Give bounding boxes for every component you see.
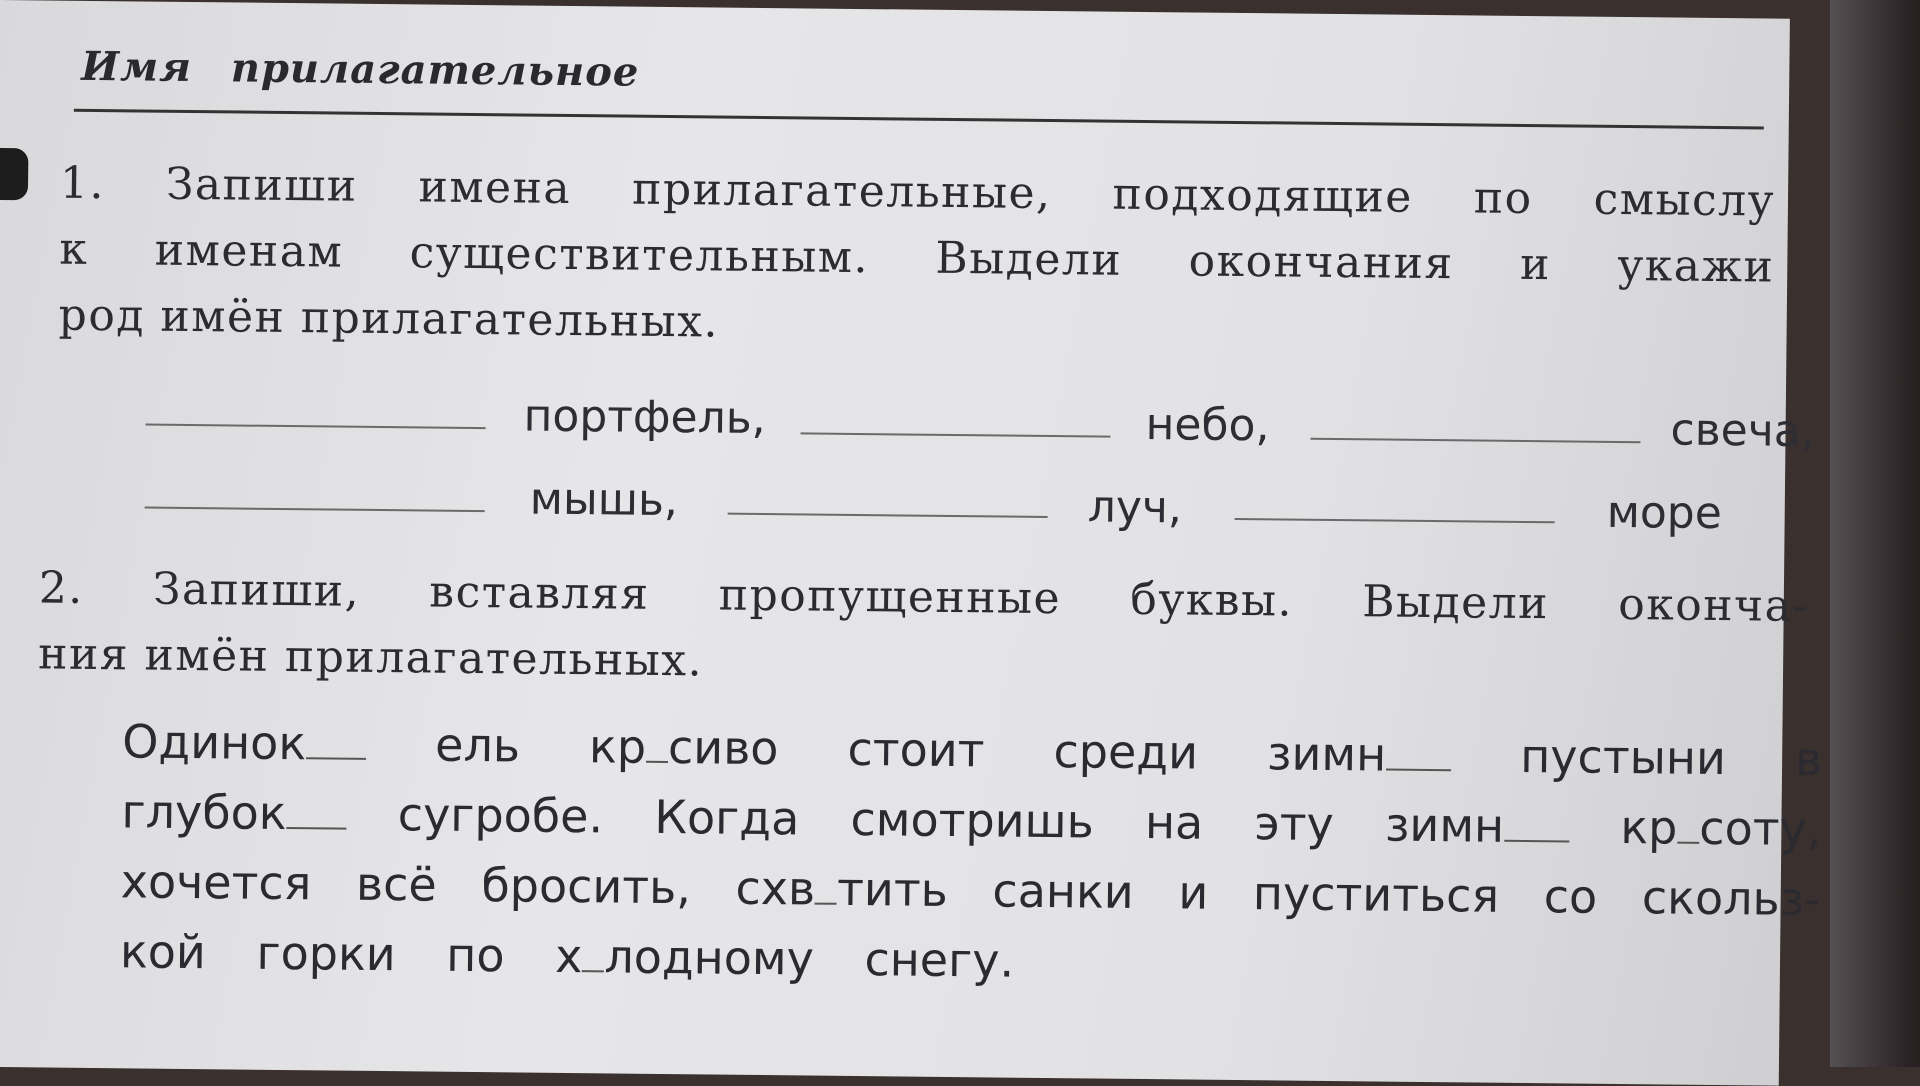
letter-gap[interactable] [1386, 759, 1451, 772]
task-1-line: к именам существительным. Выдели окончания и укажи [59, 223, 1775, 293]
answer-blank[interactable] [145, 507, 485, 513]
word: Когда [654, 789, 800, 846]
noun-word: небо, [1145, 399, 1270, 452]
word: тить [836, 861, 949, 917]
task-1-line: род имён прилагательных. [58, 289, 720, 348]
word: и [1178, 865, 1209, 920]
task-2-exercise-text [120, 706, 1823, 1004]
word: х [554, 928, 583, 984]
letter-gap[interactable] [582, 960, 604, 972]
word: кр [588, 719, 647, 774]
word: схв [735, 860, 816, 916]
word: всё [355, 856, 438, 912]
task-2-instruction [38, 555, 1809, 706]
word: сугробе. [397, 787, 604, 844]
answer-blank[interactable] [1310, 438, 1640, 443]
word: среди [1053, 724, 1199, 780]
letter-gap[interactable] [286, 817, 346, 830]
answer-blank[interactable] [1235, 518, 1555, 523]
word: кой [119, 924, 207, 980]
word: скольз- [1641, 870, 1821, 927]
noun-word: море [1606, 486, 1723, 540]
letter-gap[interactable] [1677, 832, 1699, 844]
word: санки [992, 863, 1134, 919]
letter-gap[interactable] [646, 751, 668, 763]
task-1-line: 1. Запиши имена прилагательные, подходящие по смыслу [59, 157, 1776, 227]
noun-word: мышь, [529, 473, 679, 527]
word: кр [1620, 800, 1678, 855]
word: глубок [121, 784, 287, 841]
word: лодному [604, 929, 815, 986]
letter-gap[interactable] [1504, 830, 1569, 843]
task-2-line: ния имён прилагательных. [37, 628, 704, 687]
book-edge [1830, 0, 1920, 1067]
word: в [1794, 731, 1823, 787]
word: сиво [667, 720, 779, 776]
word: соту, [1699, 800, 1822, 857]
section-title: Имя прилагательное [81, 42, 640, 96]
noun-word: луч, [1087, 481, 1183, 534]
word: снегу. [864, 932, 1015, 988]
word: со [1543, 869, 1598, 924]
noun-word: свеча, [1670, 404, 1815, 458]
word: на [1144, 795, 1204, 850]
word: эту [1254, 796, 1335, 852]
letter-gap[interactable] [306, 747, 366, 760]
task-2-line: 2. Запиши, вставляя пропущенные буквы. Выдели оконча- [38, 562, 1810, 632]
word: хочется [120, 854, 312, 911]
word: зимн [1266, 726, 1387, 782]
word: пуститься [1252, 866, 1500, 923]
answer-blank[interactable] [800, 432, 1110, 437]
word: по [446, 927, 505, 983]
answer-blank[interactable] [146, 424, 486, 430]
noun-word: портфель, [523, 390, 766, 445]
word: Одинок [121, 714, 307, 771]
word: пустыни [1519, 728, 1727, 786]
word: смотришь [850, 791, 1095, 849]
word: горки [256, 925, 396, 982]
letter-gap[interactable] [815, 893, 837, 905]
answer-blank[interactable] [728, 513, 1048, 518]
word: зимн [1384, 797, 1505, 853]
word: стоит [847, 721, 985, 778]
word: бросить, [481, 858, 692, 915]
word: ель [434, 717, 521, 773]
